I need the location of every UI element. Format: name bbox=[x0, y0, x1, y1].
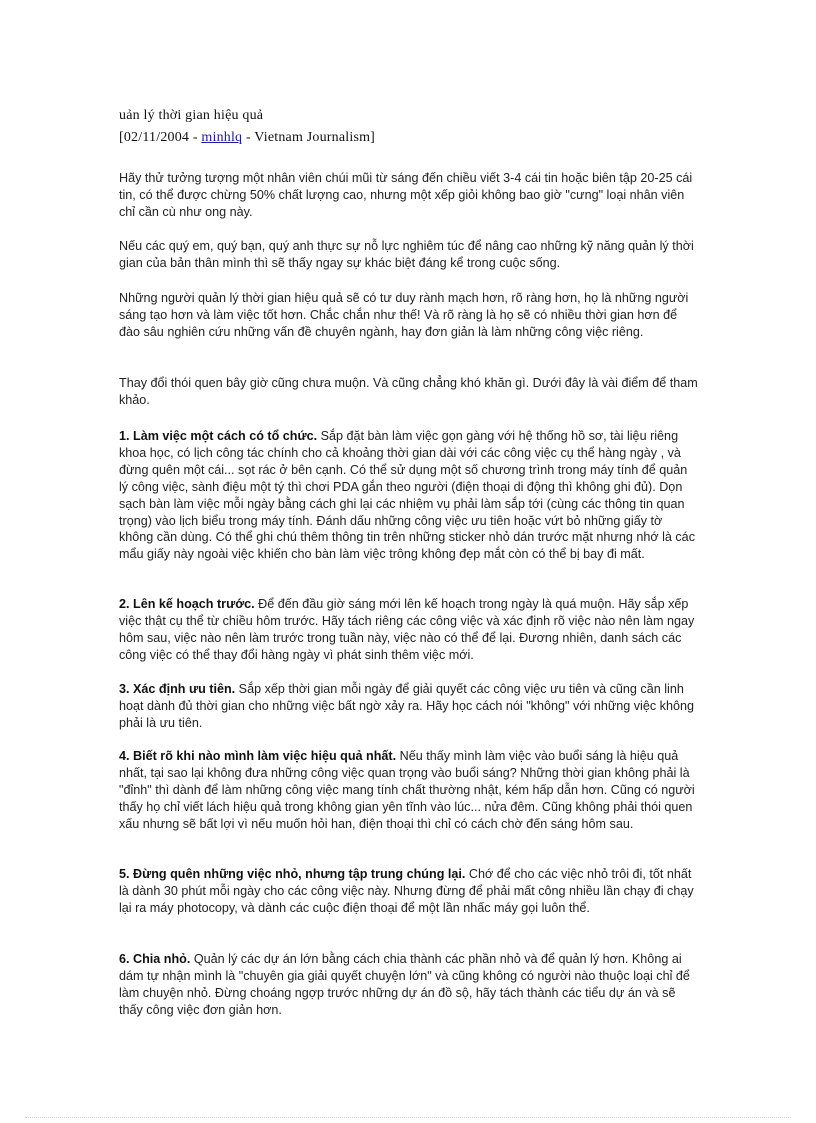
tip-1 bbox=[119, 428, 699, 563]
tip-text: Sắp đặt bàn làm việc gọn gàng với hệ thống hồ sơ, tài liệu riêng khoa học, có lịch công tác chính cho cả khoảng thời gian dài với các công việc cụ thể hàng ngày , và đừng quên một cái... sọt rác ở bên cạnh. Có thể sử dụng một số chương trình trong máy tính để quản lý công việc, sành điệu một tý thì chơi PDA gắn theo người (điện thoại di động thì không ghi đủ). Dọn sạch bàn làm việc mỗi ngày bằng cách ghi lại các nhiệm vụ phải làm sắp tới (cùng các thông tin quan trọng) vào lịch biểu trong máy tính. Đánh dấu những công việc ưu tiên hoặc vứt bỏ những giấy tờ không cần dùng. Có thể ghi chú thêm thông tin trên những sticker nhỏ dán trước mặt nhưng nhớ là các mẩu giấy này ngoài việc khiến cho bàn làm việc trông không đẹp mắt còn có thể bị bay đi mất. bbox=[119, 429, 695, 562]
tip-heading: 2. Lên kế hoạch trước. bbox=[119, 597, 255, 611]
tip-heading: 4. Biết rõ khi nào mình làm việc hiệu quả nhất. bbox=[119, 749, 397, 763]
tip-6 bbox=[119, 951, 699, 1019]
author-link[interactable]: minhlq bbox=[201, 130, 243, 145]
intro-paragraph-2: Nếu các quý em, quý bạn, quý anh thực sự nỗ lực nghiêm túc để nâng cao những kỹ năng quản lý thời gian của bản thân mình thì sẽ thấy ngay sự khác biệt đáng kể trong cuộc sống. bbox=[119, 239, 694, 270]
tip-heading: 5. Đừng quên những việc nhỏ, nhưng tập trung chúng lại. bbox=[119, 867, 466, 881]
tip-5 bbox=[119, 866, 699, 917]
tip-text: Nếu thấy mình làm việc vào buổi sáng là hiệu quả nhất, tại sao lại không đưa những công việc quan trọng vào buổi sáng? Những thời gian không phải là "đỉnh" thì dành để làm những công việc mang tính chất thường nhật, kém hấp dẫn hơn. Cũng có người thấy họ chỉ viết lách hiệu quả trong không gian yên tĩnh vào lúc... nửa đêm. Cũng không phải thói quen xấu nhưng sẽ bất lợi vì nếu muốn hỏi han, điện thoại thì chỉ có cách chờ đến sáng hôm sau. bbox=[119, 749, 695, 831]
tip-text: Chớ để cho các việc nhỏ trôi đi, tốt nhất là dành 30 phút mỗi ngày cho các công việc này. Nhưng đừng để phải mất công nhiều lần chạy đi chạy lại ra máy photocopy, và dành các cuộc điện thoại để một lần nhấc máy gọi luôn thể. bbox=[119, 867, 694, 915]
meta-source: - Vietnam Journalism] bbox=[242, 130, 376, 145]
tip-text: Để đến đầu giờ sáng mới lên kế hoạch trong ngày là quá muộn. Hãy sắp xếp việc thật cụ thể từ chiều hôm trước. Hãy tách riêng các công việc và xác định rõ việc nào nên làm ngay hôm sau, việc nào nên làm trước trong tuần này, việc nào có thể để lại. Đương nhiên, danh sách các công việc có thể thay đổi hàng ngày vì phát sinh thêm việc mới. bbox=[119, 597, 695, 662]
article-title: uản lý thời gian hiệu quả bbox=[119, 108, 264, 123]
tip-heading: 3. Xác định ưu tiên. bbox=[119, 682, 236, 696]
article-meta bbox=[119, 130, 375, 146]
tip-2 bbox=[119, 596, 699, 664]
tip-heading: 6. Chia nhỏ. bbox=[119, 952, 191, 966]
meta-date: [02/11/2004 - bbox=[119, 130, 202, 145]
tip-heading: 1. Làm việc một cách có tổ chức. bbox=[119, 429, 318, 443]
tip-text: Sắp xếp thời gian mỗi ngày để giải quyết các công việc ưu tiên và cũng cần linh hoạt dành đủ thời gian cho những việc bất ngờ xảy ra. Hãy học cách nói "không" với những việc không phải là ưu tiên. bbox=[119, 682, 694, 730]
tip-4 bbox=[119, 748, 699, 833]
tip-text: Quản lý các dự án lớn bằng cách chia thành các phần nhỏ và để quản lý hơn. Không ai dám tự nhận mình là "chuyên gia giải quyết chuyện lớn" và cũng không có người nào thuộc loại chỉ để làm chuyện nhỏ. Đừng choáng ngợp trước những dự án đồ sộ, hãy tách thành các tiểu dự án và sẽ thấy công việc đơn giản hơn. bbox=[119, 952, 690, 1017]
intro-paragraph-1: Hãy thử tưởng tượng một nhân viên chúi mũi từ sáng đến chiều viết 3-4 cái tin hoặc biên tập 20-25 cái tin, có thể được chừng 50% chất lượng cao, nhưng một xếp giỏi không bao giờ "cưng" loại nhân viên chỉ cần cù như ong này. bbox=[119, 171, 693, 219]
page-bottom-divider bbox=[25, 1117, 791, 1118]
tip-3 bbox=[119, 681, 699, 732]
intro-paragraph-3: Những người quản lý thời gian hiệu quả sẽ có tư duy rành mạch hơn, rõ ràng hơn, họ là những người sáng tạo hơn và làm việc tốt hơn. Chắc chắn như thế! Và rõ ràng là họ sẽ có nhiều thời gian hơn để đào sâu nghiên cứu những vấn đề chuyên ngành, hay đơn giản là làm những công việc riêng. bbox=[119, 291, 689, 339]
intro-paragraph-4: Thay đổi thói quen bây giờ cũng chưa muộn. Và cũng chẳng khó khăn gì. Dưới đây là vài điểm để tham khảo. bbox=[119, 376, 698, 407]
